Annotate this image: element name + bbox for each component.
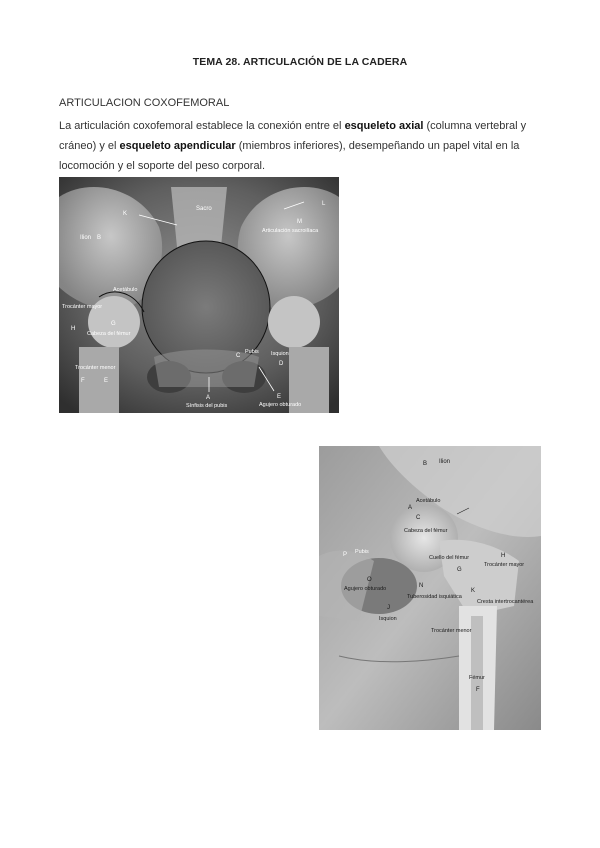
label-agujero: Agujero obturado — [259, 402, 302, 408]
label-cabeza: Cabeza del fémur — [87, 331, 131, 337]
label-tuberosidad: Tuberosidad isquiática — [407, 594, 462, 600]
label-cuello: Cuello del fémur — [429, 555, 470, 561]
label-k: K — [123, 211, 128, 217]
label-b: B — [423, 461, 428, 467]
label-isquion: Isquion — [271, 351, 289, 357]
paragraph-bold-term: esqueleto apendicular — [119, 140, 236, 152]
label-pubis: Pubis — [245, 349, 259, 355]
label-c: C — [236, 353, 241, 359]
label-e2: E — [277, 394, 282, 400]
label-cresta: Cresta intertrocantérea — [477, 599, 534, 605]
label-acetabulo: Acetábulo — [113, 287, 138, 293]
label-ilion: Ilion — [80, 235, 92, 241]
label-pubis: Pubis — [355, 549, 369, 555]
label-f1: F — [81, 378, 85, 384]
paragraph-bold-term: esqueleto axial — [344, 120, 424, 132]
label-d: D — [279, 361, 284, 367]
paragraph-text: (miembros inferiores), desempeñando un papel vital en la locomoción y el soporte del peso corporal. — [59, 140, 520, 172]
label-e1: E — [104, 378, 109, 384]
label-g: G — [111, 321, 116, 327]
label-p: P — [343, 552, 348, 558]
pelvis-xray-figure — [59, 177, 339, 413]
label-trocanter-mayor: Trocánter mayor — [62, 304, 103, 310]
label-ilion-letter: B — [97, 235, 102, 241]
label-sacro: Sacro — [196, 206, 212, 212]
label-agujero: Agujero obturado — [344, 586, 387, 592]
label-h: H — [501, 553, 506, 559]
label-n: N — [419, 583, 424, 589]
label-a: A — [408, 505, 413, 511]
pelvis-xray-image — [59, 177, 339, 413]
label-l: L — [322, 201, 326, 207]
label-m: M — [297, 219, 302, 225]
label-cabeza: Cabeza del fémur — [404, 528, 448, 534]
paragraph-text: (columna vertebral y cráneo) y el — [59, 120, 527, 152]
label-trocanter-menor: Trocánter menor — [75, 365, 116, 371]
label-trocanter-mayor: Trocánter mayor — [484, 562, 525, 568]
label-articulacion: Articulación sacroilíaca — [262, 228, 319, 234]
label-ilion: Ilion — [439, 459, 451, 465]
section-heading: ARTICULACION COXOFEMORAL — [59, 97, 230, 109]
label-a: A — [206, 395, 211, 401]
intro-paragraph — [59, 116, 539, 176]
paragraph-text: La articulación coxofemoral establece la conexión entre el — [59, 120, 345, 132]
label-h: H — [71, 326, 76, 332]
label-sinfisis: Sínfisis del pubis — [186, 403, 228, 409]
label-g: G — [457, 567, 462, 573]
label-femur: Fémur — [469, 675, 485, 681]
label-c: C — [416, 515, 421, 521]
label-k: K — [471, 588, 476, 594]
label-acetabulo: Acetábulo — [416, 498, 441, 504]
hip-xray-image — [319, 446, 541, 730]
hip-xray-figure — [319, 446, 541, 730]
label-f: F — [476, 687, 480, 693]
label-trocanter-menor: Trocánter menor — [431, 628, 472, 634]
label-o: O — [367, 577, 372, 583]
page-title: TEMA 28. ARTICULACIÓN DE LA CADERA — [192, 56, 408, 68]
label-j: J — [387, 605, 390, 611]
label-isquion: Isquion — [379, 616, 397, 622]
